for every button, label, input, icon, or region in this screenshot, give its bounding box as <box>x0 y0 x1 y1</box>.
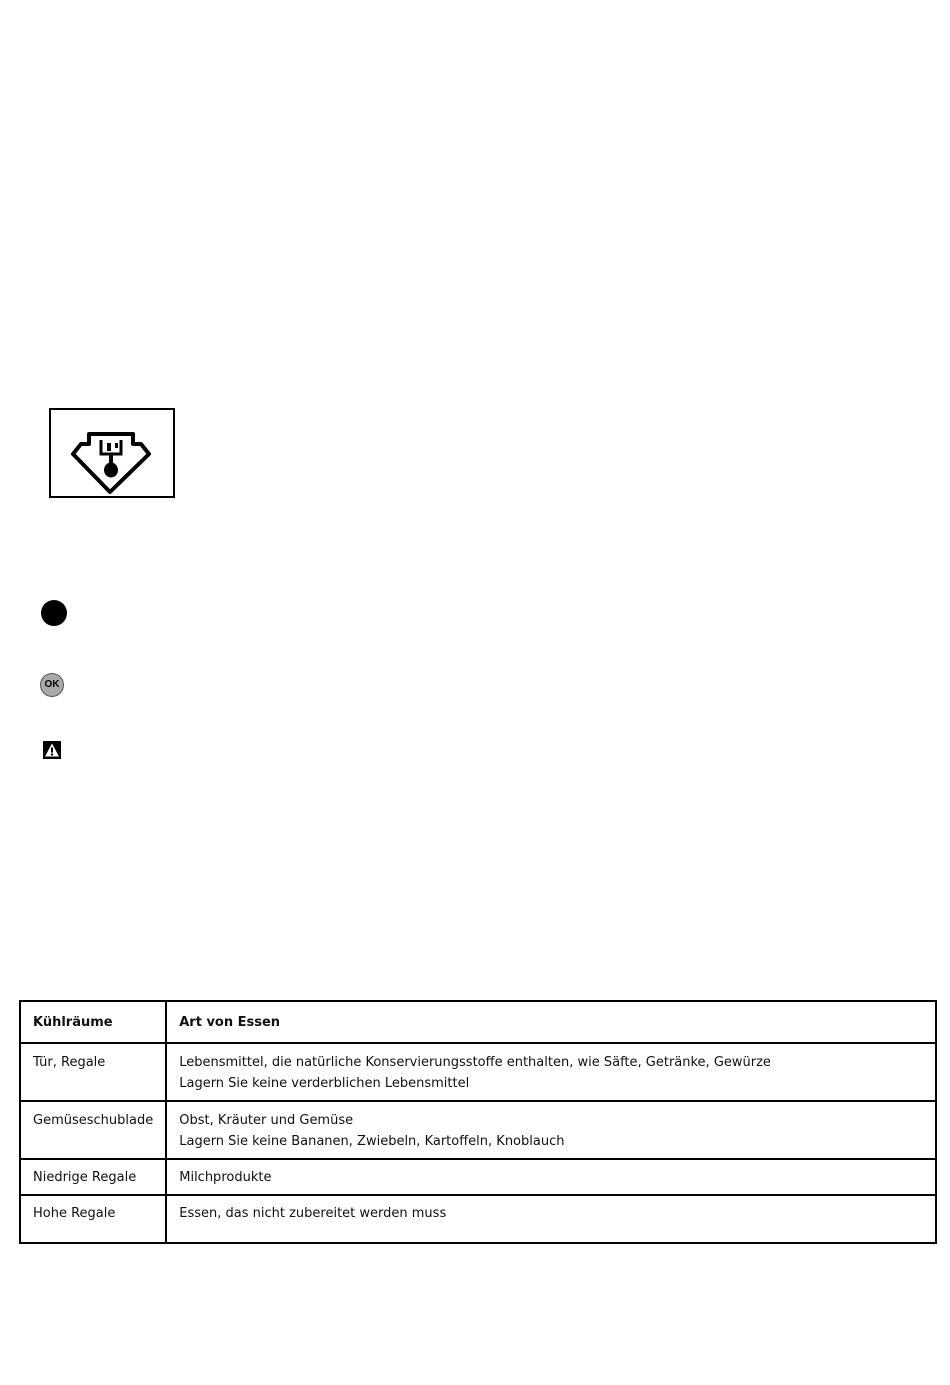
cell-area: Gemüseschublade <box>20 1101 166 1159</box>
food-line: Milchprodukte <box>179 1170 272 1185</box>
cell-food <box>166 1195 936 1243</box>
cell-food <box>166 1043 936 1101</box>
filled-circle-icon <box>41 600 67 626</box>
warning-triangle-icon <box>43 741 61 759</box>
food-line: Lebensmittel, die natürliche Konservierungsstoffe enthalten, wie Säfte, Getränke, Gewürze <box>179 1055 771 1070</box>
cell-food <box>166 1159 936 1195</box>
table-row <box>20 1043 936 1101</box>
cell-area: Hohe Regale <box>20 1195 166 1243</box>
header-cooling-area: Kühlräume <box>20 1001 166 1043</box>
shelf-placement-symbol-icon <box>51 410 173 496</box>
table-row <box>20 1101 936 1159</box>
food-line: Lagern Sie keine verderblichen Lebensmittel <box>179 1076 470 1091</box>
ok-icon: OK <box>40 673 64 697</box>
shelf-symbol-box <box>49 408 175 498</box>
table-row <box>20 1159 936 1195</box>
cell-area: Tür, Regale <box>20 1043 166 1101</box>
cell-food <box>166 1101 936 1159</box>
table-header-row <box>20 1001 936 1043</box>
header-food-type: Art von Essen <box>166 1001 936 1043</box>
food-line: Obst, Kräuter und Gemüse <box>179 1113 354 1128</box>
food-line: Essen, das nicht zubereitet werden muss <box>179 1206 447 1221</box>
food-line: Lagern Sie keine Bananen, Zwiebeln, Kartoffeln, Knoblauch <box>179 1134 565 1149</box>
cell-area: Niedrige Regale <box>20 1159 166 1195</box>
food-storage-table <box>19 1000 937 1244</box>
table-row <box>20 1195 936 1243</box>
